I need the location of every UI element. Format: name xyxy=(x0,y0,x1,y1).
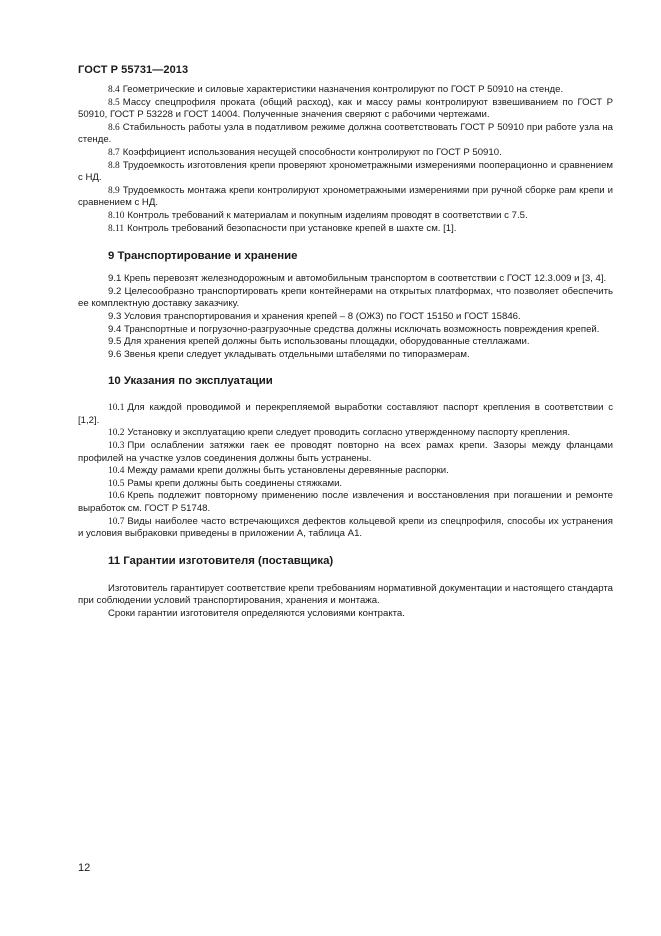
clause-text: Трудоемкость изготовления крепи проверяют хронометражными измерениями пооперационно и сравнением с НД. xyxy=(78,159,613,184)
clause-10-2 xyxy=(78,427,613,440)
clause-9-4: 9.4 Транспортные и погрузочно-разгрузочные средства должны исключать возможность повреждения крепей. xyxy=(108,323,600,335)
clause-8-7 xyxy=(78,147,613,160)
clause-10-3 xyxy=(78,440,613,465)
document-code: ГОСТ Р 55731—2013 xyxy=(78,64,189,76)
clause-text: Установку и эксплуатацию крепи следует проводить согласно утвержденному паспорту крепления. xyxy=(127,427,571,439)
clause-number: 8.5 xyxy=(108,97,120,108)
clause-text: Контроль требований к материалам и покупным изделиям проводят в соответствии с 7.5. xyxy=(127,209,528,221)
section-heading-operation: 10 Указания по эксплуатации xyxy=(108,375,273,388)
clause-8-10 xyxy=(78,210,613,223)
clause-number: 10.7 xyxy=(108,516,125,527)
section-heading-transport: 9 Транспортирование и хранение xyxy=(108,250,298,263)
warranty-paragraph-1: Изготовитель гарантирует соответствие крепи требованиям нормативной документации и настоящего стандарта при соблюдении условий транспортирования, хранения и монтажа. xyxy=(78,582,613,607)
clause-10-4 xyxy=(78,465,613,478)
clause-8-8 xyxy=(78,160,613,185)
clause-9-5: 9.5 Для хранения крепей должны быть использованы площадки, оборудованные стеллажами. xyxy=(108,336,530,348)
clause-number: 10.4 xyxy=(108,466,125,477)
clause-number: 10.3 xyxy=(108,441,125,452)
clause-8-5 xyxy=(78,97,613,122)
clause-text: Стабильность работы узла в податливом режиме должна соответствовать ГОСТ Р 50910 при работе узла на стенде. xyxy=(78,121,613,146)
clause-number: 10.6 xyxy=(108,491,125,502)
clause-number: 8.8 xyxy=(108,160,120,171)
clause-10-5 xyxy=(78,478,613,491)
clause-text: Крепь подлежит повторному применению после извлечения и восстановления при погашении и ремонте выработок см. ГОСТ Р 51748. xyxy=(78,490,613,515)
clause-text: Между рамами крепи должны быть установлены деревянные распорки. xyxy=(127,465,449,477)
clause-number: 10.2 xyxy=(108,428,125,439)
clause-text: Контроль требований безопасности при установке крепей в шахте см. [1]. xyxy=(127,222,457,234)
clause-number: 10.5 xyxy=(108,478,125,489)
clause-text: Коэффициент использования несущей способности контролируют по ГОСТ Р 50910. xyxy=(122,146,502,158)
clause-8-6 xyxy=(78,122,613,147)
clause-10-7 xyxy=(78,516,613,541)
clause-8-9 xyxy=(78,185,613,210)
clause-number: 8.7 xyxy=(108,147,120,158)
clause-number: 8.4 xyxy=(108,85,120,95)
clause-9-2: 9.2 Целесообразно транспортировать крепи контейнерами на открытых платформах, что позволяет обеспечить ее комплектную доставку заказчику. xyxy=(78,285,613,310)
clause-9-1: 9.1 Крепь перевозят железнодорожным и автомобильным транспортом в соответствии с ГОСТ 12.3.009 и [3, 4]. xyxy=(108,273,607,285)
clause-10-6 xyxy=(78,490,613,515)
section-heading-warranty: 11 Гарантии изготовителя (поставщика) xyxy=(108,554,334,567)
clause-text: Рамы крепи должны быть соединены стяжками. xyxy=(127,477,343,489)
clause-number: 8.10 xyxy=(108,210,125,221)
page-body xyxy=(78,84,613,621)
clause-number: 10.1 xyxy=(108,403,125,414)
clause-8-11 xyxy=(78,223,613,236)
clause-number: 8.6 xyxy=(108,122,120,133)
clause-text: Для каждой проводимой и перекрепляемой выработки составляют паспорт крепления в соответствии с [1,2]. xyxy=(78,402,613,426)
clause-number: 8.11 xyxy=(108,223,125,234)
clause-10-1 xyxy=(78,402,613,427)
page-number: 12 xyxy=(78,862,91,874)
clause-text: Виды наиболее часто встречающихся дефектов кольцевой крепи из спецпрофиля, способы их устранения и условия выбраковки приведены в приложении А, таблица А1. xyxy=(78,515,613,540)
clause-text: При ослаблении затяжки гаек ее проводят повторно на всех рамах крепи. Зазоры между фланцами профилей на участке узлов соединения должны быть устранены. xyxy=(78,440,613,464)
clause-9-3: 9.3 Условия транспортирования и хранения крепей – 8 (ОЖ3) по ГОСТ 15150 и ГОСТ 15846. xyxy=(108,310,521,322)
warranty-paragraph-2: Сроки гарантии изготовителя определяются условиями контракта. xyxy=(108,608,405,619)
clause-number: 8.9 xyxy=(108,185,120,196)
clause-text: Трудоемкость монтажа крепи контролируют хронометражными измерениями при ручной сборке рам крепи и сравнением с НД. xyxy=(78,184,613,209)
clause-9-6: 9.6 Звенья крепи следует укладывать отдельными штабелями по типоразмерам. xyxy=(108,348,470,360)
clause-text: Массу спецпрофиля проката (общий расход), как и массу рамы контролируют взвешиванием по ГОСТ Р 50910, ГОСТ Р 53228 и ГОСТ 14004. Полученные значения сверяют с рабочими чертежами. xyxy=(78,96,613,121)
clause-text: Геометрические и силовые характеристики назначения контролируют по ГОСТ Р 50910 на стенде. xyxy=(122,84,564,95)
clause-8-4 xyxy=(78,84,613,97)
